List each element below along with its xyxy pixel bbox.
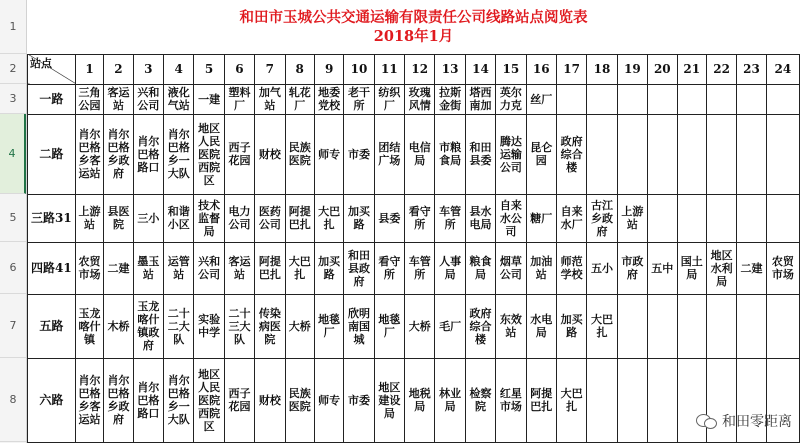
stop-cell[interactable]: 英尔力克 <box>496 84 526 114</box>
stop-cell[interactable]: 和田县政府 <box>344 242 374 294</box>
row-number-gutter <box>0 0 27 443</box>
stop-cell[interactable] <box>677 194 706 242</box>
column-header[interactable]: 3 <box>133 54 163 84</box>
stop-cell[interactable]: 民族医院 <box>285 114 314 194</box>
stop-cell[interactable]: 民族医院 <box>285 358 314 442</box>
stop-cell[interactable]: 五小 <box>587 242 617 294</box>
table-row <box>28 242 800 294</box>
watermark-text: 和田零距离 <box>722 414 792 430</box>
column-header[interactable]: 22 <box>706 54 736 84</box>
stop-cell[interactable]: 木桥 <box>104 294 133 358</box>
column-header[interactable]: 15 <box>496 54 526 84</box>
stop-cell[interactable]: 阿提巴扎 <box>526 358 556 442</box>
stop-cell[interactable]: 西子花园 <box>224 114 254 194</box>
title-line-2: 2018年1月 <box>373 27 454 45</box>
stop-cell[interactable]: 车管所 <box>435 194 465 242</box>
stop-cell[interactable]: 肖尔巴格乡一大队 <box>164 358 194 442</box>
stop-cell[interactable]: 三角公园 <box>75 84 103 114</box>
stop-cell[interactable]: 师专 <box>314 114 343 194</box>
stop-cell[interactable]: 检察院 <box>465 358 495 442</box>
route-name[interactable]: 六路 <box>28 358 76 442</box>
column-header[interactable]: 7 <box>255 54 285 84</box>
stop-cell[interactable]: 加买路 <box>314 242 343 294</box>
column-header[interactable]: 20 <box>648 54 677 84</box>
stop-cell[interactable] <box>706 194 736 242</box>
stop-cell[interactable]: 液化气站 <box>164 84 194 114</box>
stop-cell[interactable] <box>587 114 617 194</box>
stop-cell[interactable] <box>648 358 677 442</box>
stop-cell[interactable]: 二建 <box>104 242 133 294</box>
stop-cell[interactable] <box>648 194 677 242</box>
route-name[interactable]: 五路 <box>28 294 76 358</box>
stop-cell[interactable]: 实验中学 <box>194 294 224 358</box>
column-header[interactable]: 21 <box>677 54 706 84</box>
column-header[interactable]: 19 <box>617 54 647 84</box>
stop-cell[interactable]: 客运站 <box>104 84 133 114</box>
table-row <box>28 358 800 442</box>
row-number[interactable]: 2 <box>0 54 26 84</box>
stop-cell[interactable]: 丝厂 <box>526 84 556 114</box>
stop-cell[interactable]: 塑料厂 <box>224 84 254 114</box>
stop-cell[interactable]: 糖厂 <box>526 194 556 242</box>
column-header[interactable]: 5 <box>194 54 224 84</box>
stop-cell[interactable]: 地毯厂 <box>314 294 343 358</box>
stop-cell[interactable]: 阿提巴扎 <box>255 242 285 294</box>
stop-cell[interactable]: 纺织厂 <box>374 84 404 114</box>
column-header[interactable]: 6 <box>224 54 254 84</box>
stop-cell[interactable]: 加买路 <box>344 194 374 242</box>
row-number[interactable]: 3 <box>0 84 26 114</box>
stop-cell[interactable]: 财校 <box>255 358 285 442</box>
stop-cell[interactable]: 地区人民医院西院区 <box>194 114 224 194</box>
stop-cell[interactable]: 和谐小区 <box>164 194 194 242</box>
stop-cell[interactable]: 五中 <box>648 242 677 294</box>
stop-cell[interactable]: 地区人民医院西院区 <box>194 358 224 442</box>
stop-cell[interactable]: 财校 <box>255 114 285 194</box>
column-header[interactable]: 16 <box>526 54 556 84</box>
route-name[interactable]: 三路31 <box>28 194 76 242</box>
stop-cell[interactable]: 自来水公司 <box>496 194 526 242</box>
stop-cell[interactable] <box>648 84 677 114</box>
stop-cell[interactable]: 市委 <box>344 114 374 194</box>
column-header[interactable]: 2 <box>104 54 133 84</box>
column-header[interactable]: 13 <box>435 54 465 84</box>
stop-cell[interactable]: 县水电局 <box>465 194 495 242</box>
stop-cell[interactable]: 红星市场 <box>496 358 526 442</box>
stop-cell[interactable] <box>737 294 766 358</box>
stop-cell[interactable] <box>706 114 736 194</box>
stop-cell[interactable]: 大巴扎 <box>314 194 343 242</box>
stop-cell[interactable]: 轧花厂 <box>285 84 314 114</box>
stop-cell[interactable] <box>556 84 586 114</box>
stop-cell[interactable]: 老干所 <box>344 84 374 114</box>
stop-cell[interactable]: 大桥 <box>285 294 314 358</box>
row-number[interactable]: 7 <box>0 294 26 358</box>
stop-cell[interactable]: 运管站 <box>164 242 194 294</box>
stop-cell[interactable]: 国土局 <box>677 242 706 294</box>
station-table <box>27 0 800 443</box>
stop-cell[interactable] <box>766 294 799 358</box>
stop-cell[interactable]: 电力公司 <box>224 194 254 242</box>
stop-cell[interactable]: 墨玉站 <box>133 242 163 294</box>
stop-cell[interactable] <box>706 84 736 114</box>
stop-cell[interactable]: 粮食局 <box>465 242 495 294</box>
stop-cell[interactable]: 肖尔巴格乡一大队 <box>164 114 194 194</box>
row-number[interactable]: 8 <box>0 358 26 442</box>
watermark <box>696 411 792 431</box>
stop-cell[interactable]: 肖尔巴格乡客运站 <box>75 114 103 194</box>
page-title[interactable] <box>28 0 800 54</box>
stop-cell[interactable]: 地税局 <box>405 358 435 442</box>
column-header[interactable]: 12 <box>405 54 435 84</box>
stop-cell[interactable] <box>648 294 677 358</box>
stop-cell[interactable]: 看守所 <box>374 242 404 294</box>
row-number[interactable]: 6 <box>0 242 26 294</box>
column-header[interactable]: 1 <box>75 54 103 84</box>
stop-cell[interactable]: 电信局 <box>405 114 435 194</box>
stop-cell[interactable]: 客运站 <box>224 242 254 294</box>
stop-cell[interactable] <box>587 358 617 442</box>
stop-cell[interactable]: 农贸市场 <box>766 242 799 294</box>
stop-cell[interactable]: 西子花园 <box>224 358 254 442</box>
stop-cell[interactable] <box>677 114 706 194</box>
stop-cell[interactable]: 二建 <box>737 242 766 294</box>
stop-cell[interactable]: 大巴扎 <box>556 358 586 442</box>
stop-cell[interactable]: 地区水利局 <box>706 242 736 294</box>
stop-cell[interactable]: 政府综合楼 <box>556 114 586 194</box>
stop-cell[interactable]: 市粮食局 <box>435 114 465 194</box>
stop-cell[interactable]: 玫瑰风情 <box>405 84 435 114</box>
stop-cell[interactable]: 加油站 <box>526 242 556 294</box>
stop-cell[interactable] <box>617 114 647 194</box>
stop-cell[interactable]: 政府综合楼 <box>465 294 495 358</box>
stop-cell[interactable]: 东效站 <box>496 294 526 358</box>
title-line-1: 和田市玉城公共交通运输有限责任公司线路站点阅览表 <box>239 8 588 26</box>
stop-cell[interactable]: 人事局 <box>435 242 465 294</box>
stop-cell[interactable]: 市政府 <box>617 242 647 294</box>
stop-cell[interactable]: 一建 <box>194 84 224 114</box>
stop-cell[interactable]: 古江乡政府 <box>587 194 617 242</box>
stop-cell[interactable] <box>677 294 706 358</box>
stop-cell[interactable] <box>706 294 736 358</box>
stop-cell[interactable]: 肖尔巴格乡政府 <box>104 358 133 442</box>
stop-cell[interactable]: 自来水厂 <box>556 194 586 242</box>
column-header[interactable]: 17 <box>556 54 586 84</box>
stop-cell[interactable]: 烟草公司 <box>496 242 526 294</box>
row-number[interactable]: 4 <box>0 114 26 194</box>
stop-cell[interactable]: 大桥 <box>405 294 435 358</box>
table-row <box>28 54 800 84</box>
stop-cell[interactable] <box>677 84 706 114</box>
stop-cell[interactable]: 上游站 <box>75 194 103 242</box>
stop-cell[interactable]: 塔西南加 <box>465 84 495 114</box>
stop-cell[interactable] <box>617 358 647 442</box>
stop-cell[interactable] <box>766 114 799 194</box>
stop-cell[interactable]: 欣明南国城 <box>344 294 374 358</box>
stop-cell[interactable]: 县委 <box>374 194 404 242</box>
stop-cell[interactable]: 团结广场 <box>374 114 404 194</box>
column-header[interactable]: 18 <box>587 54 617 84</box>
stop-cell[interactable]: 农贸市场 <box>75 242 103 294</box>
table-row <box>28 84 800 114</box>
stop-cell[interactable]: 玉龙喀什镇 <box>75 294 103 358</box>
stop-cell[interactable]: 水电局 <box>526 294 556 358</box>
stop-cell[interactable]: 师专 <box>314 358 343 442</box>
stop-cell[interactable]: 肖尔巴格乡客运站 <box>75 358 103 442</box>
column-header[interactable]: 10 <box>344 54 374 84</box>
stop-cell[interactable] <box>648 114 677 194</box>
stop-cell[interactable]: 肖尔巴格路口 <box>133 358 163 442</box>
corner-header[interactable] <box>28 54 76 84</box>
stop-cell[interactable]: 腾达运输公司 <box>496 114 526 194</box>
stop-cell[interactable]: 车管所 <box>405 242 435 294</box>
stop-cell[interactable]: 地毯厂 <box>374 294 404 358</box>
stop-cell[interactable] <box>617 84 647 114</box>
stop-cell[interactable]: 大巴扎 <box>285 242 314 294</box>
column-header[interactable]: 14 <box>465 54 495 84</box>
column-header[interactable]: 23 <box>737 54 766 84</box>
stop-cell[interactable] <box>617 294 647 358</box>
stop-cell[interactable]: 拉斯金街 <box>435 84 465 114</box>
route-name[interactable]: 四路41 <box>28 242 76 294</box>
column-header[interactable]: 8 <box>285 54 314 84</box>
table-row <box>28 0 800 54</box>
column-header[interactable]: 4 <box>164 54 194 84</box>
stop-cell[interactable]: 玉龙喀什镇政府 <box>133 294 163 358</box>
stop-cell[interactable]: 加买路 <box>556 294 586 358</box>
stop-cell[interactable]: 三小 <box>133 194 163 242</box>
stop-cell[interactable]: 看守所 <box>405 194 435 242</box>
stop-cell[interactable]: 二十二大队 <box>164 294 194 358</box>
stop-cell[interactable]: 和田县委 <box>465 114 495 194</box>
stop-cell[interactable] <box>766 194 799 242</box>
table-row <box>28 294 800 358</box>
row-number[interactable]: 5 <box>0 194 26 242</box>
stop-cell[interactable]: 传染病医院 <box>255 294 285 358</box>
stop-cell[interactable] <box>766 84 799 114</box>
stop-cell[interactable]: 县医院 <box>104 194 133 242</box>
stop-cell[interactable]: 昆仑园 <box>526 114 556 194</box>
stop-cell[interactable]: 师范学校 <box>556 242 586 294</box>
row-number[interactable]: 1 <box>0 0 26 54</box>
stop-cell[interactable]: 二十三大队 <box>224 294 254 358</box>
stop-cell[interactable] <box>587 84 617 114</box>
stop-cell[interactable] <box>737 194 766 242</box>
stop-cell[interactable] <box>737 114 766 194</box>
stop-cell[interactable]: 肖尔巴格路口 <box>133 114 163 194</box>
stop-cell[interactable]: 兴和公司 <box>194 242 224 294</box>
table-row <box>28 194 800 242</box>
stop-cell[interactable]: 加气站 <box>255 84 285 114</box>
route-name[interactable]: 二路 <box>28 114 76 194</box>
stop-cell[interactable] <box>737 84 766 114</box>
stop-cell[interactable]: 阿提巴扎 <box>285 194 314 242</box>
table-row <box>28 114 800 194</box>
stop-cell[interactable]: 肖尔巴格乡政府 <box>104 114 133 194</box>
stop-cell[interactable]: 毛厂 <box>435 294 465 358</box>
stop-cell[interactable]: 技术监督局 <box>194 194 224 242</box>
wechat-icon <box>696 412 718 430</box>
stop-cell[interactable]: 地区建设局 <box>374 358 404 442</box>
stop-cell[interactable]: 林业局 <box>435 358 465 442</box>
column-header[interactable]: 9 <box>314 54 343 84</box>
stop-cell[interactable]: 上游站 <box>617 194 647 242</box>
column-header[interactable]: 11 <box>374 54 404 84</box>
stop-cell[interactable]: 兴和公司 <box>133 84 163 114</box>
stop-cell[interactable]: 大巴扎 <box>587 294 617 358</box>
column-header[interactable]: 24 <box>766 54 799 84</box>
stop-cell[interactable]: 医药公司 <box>255 194 285 242</box>
route-name[interactable]: 一路 <box>28 84 76 114</box>
corner-label: 站点 <box>30 56 52 70</box>
stop-cell[interactable]: 地委党校 <box>314 84 343 114</box>
stop-cell[interactable]: 市委 <box>344 358 374 442</box>
